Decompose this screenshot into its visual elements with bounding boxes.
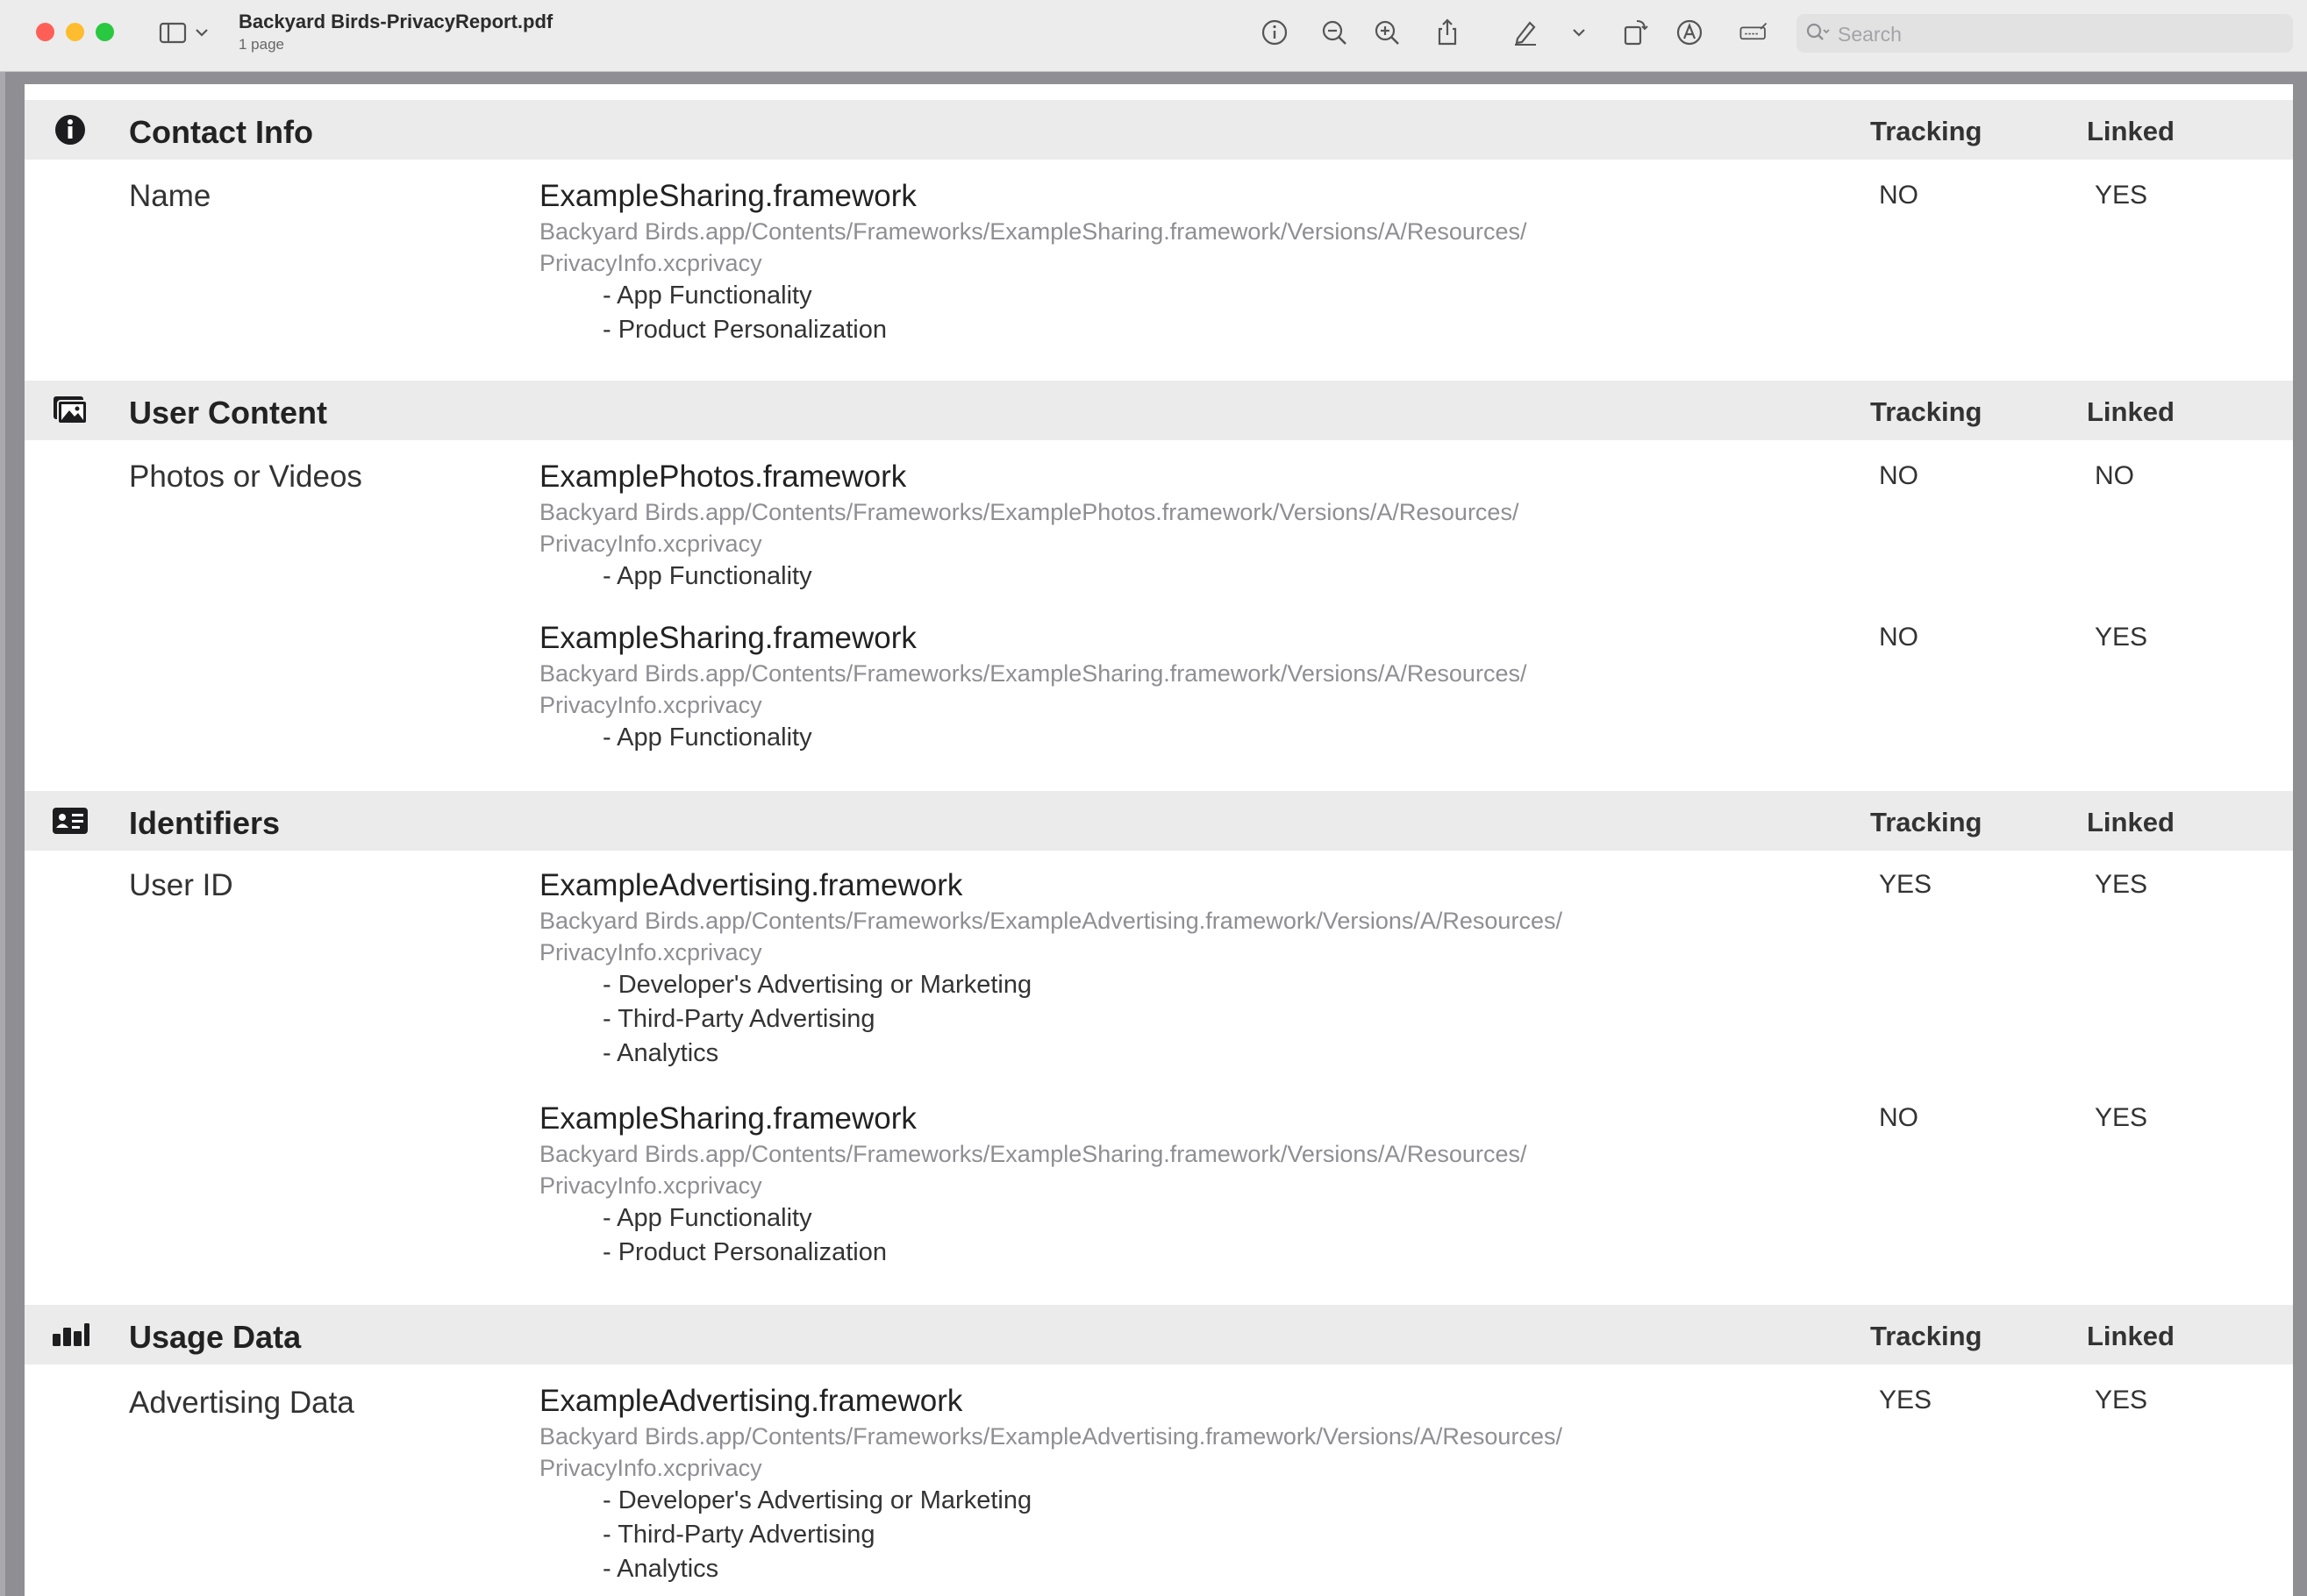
section-header-usage-data (25, 1305, 2293, 1364)
document-title: Backyard Birds-PrivacyReport.pdf (239, 11, 554, 32)
bar-chart-icon (51, 1316, 89, 1353)
purpose-item: - App Functionality (603, 562, 812, 590)
zoom-out-icon[interactable] (1318, 16, 1351, 49)
section-title: Usage Data (129, 1319, 302, 1355)
signature-icon[interactable] (1735, 16, 1772, 49)
framework-path: Backyard Birds.app/Contents/Frameworks/ExampleSharing.framework/Versions/A/Resources/ (539, 660, 1527, 687)
rotate-icon[interactable] (1618, 16, 1652, 49)
framework-path: Backyard Birds.app/Contents/Frameworks/ExampleSharing.framework/Versions/A/Resources/ (539, 218, 1527, 245)
framework-entry (539, 619, 1855, 755)
info-icon[interactable] (1258, 16, 1291, 49)
tracking-column-header: Tracking (1870, 807, 1982, 837)
tracking-value: NO (1879, 1103, 1918, 1132)
data-type-label: Photos or Videos (129, 460, 362, 494)
linked-value: NO (2095, 461, 2134, 490)
pdf-page[interactable] (25, 84, 2293, 1596)
close-window-button[interactable] (36, 23, 54, 41)
linked-column-header: Linked (2087, 807, 2175, 837)
purpose-item: - Developer's Advertising or Marketing (603, 1486, 1032, 1514)
framework-name: ExamplePhotos.framework (539, 460, 907, 494)
section-title: Contact Info (129, 114, 313, 150)
info-circle-icon (51, 111, 89, 148)
section-header-identifiers (25, 791, 2293, 851)
tracking-value: YES (1879, 870, 1932, 899)
framework-path: Backyard Birds.app/Contents/Frameworks/ExamplePhotos.framework/Versions/A/Resources/ (539, 499, 1519, 525)
framework-path: PrivacyInfo.xcprivacy (539, 692, 762, 718)
section-title: Identifiers (129, 805, 281, 841)
framework-path: Backyard Birds.app/Contents/Frameworks/ExampleSharing.framework/Versions/A/Resources/ (539, 1141, 1527, 1167)
framework-entry (539, 866, 1855, 1071)
linked-column-header: Linked (2087, 396, 2175, 427)
linked-value: YES (2095, 1103, 2148, 1132)
share-icon[interactable] (1431, 16, 1464, 49)
framework-path: PrivacyInfo.xcprivacy (539, 1455, 762, 1481)
linked-value: YES (2095, 1386, 2148, 1414)
id-card-icon (51, 802, 89, 839)
zoom-window-button[interactable] (96, 23, 114, 41)
framework-name: ExampleSharing.framework (539, 179, 917, 213)
markup-pen-icon[interactable] (1509, 16, 1542, 49)
annotate-icon[interactable] (1673, 16, 1706, 49)
data-type-label: Name (129, 179, 211, 213)
framework-path: PrivacyInfo.xcprivacy (539, 939, 762, 965)
chevron-down-icon[interactable] (1568, 16, 1589, 49)
purpose-item: - Product Personalization (603, 316, 887, 344)
linked-column-header: Linked (2087, 1321, 2175, 1351)
framework-name: ExampleAdvertising.framework (539, 1384, 963, 1418)
framework-entry (539, 1100, 1855, 1270)
minimize-window-button[interactable] (66, 23, 84, 41)
purpose-item: - App Functionality (603, 1204, 812, 1232)
section-title: User Content (129, 395, 328, 431)
tracking-value: YES (1879, 1386, 1932, 1414)
photos-icon (51, 392, 89, 429)
framework-name: ExampleSharing.framework (539, 1101, 917, 1136)
framework-entry (539, 177, 1855, 347)
data-type-label: User ID (129, 868, 233, 902)
purpose-item: - App Functionality (603, 281, 812, 310)
framework-name: ExampleSharing.framework (539, 621, 917, 655)
framework-path: PrivacyInfo.xcprivacy (539, 531, 762, 557)
framework-entry (539, 1382, 1855, 1586)
zoom-in-icon[interactable] (1370, 16, 1403, 49)
tracking-value: NO (1879, 181, 1918, 210)
tracking-column-header: Tracking (1870, 396, 1982, 427)
framework-path: PrivacyInfo.xcprivacy (539, 250, 762, 276)
window-edge (0, 72, 5, 1596)
purpose-item: - Analytics (603, 1039, 719, 1067)
sidebar-icon[interactable] (156, 16, 189, 49)
framework-path: Backyard Birds.app/Contents/Frameworks/ExampleAdvertising.framework/Versions/A/Resources/ (539, 908, 1562, 934)
tracking-column-header: Tracking (1870, 1321, 1982, 1351)
chevron-down-icon[interactable] (191, 16, 212, 49)
data-type-label: Advertising Data (129, 1386, 354, 1420)
purpose-item: - Developer's Advertising or Marketing (603, 971, 1032, 999)
search-placeholder: Search (1838, 23, 1902, 46)
purpose-item: - Analytics (603, 1555, 719, 1583)
search-field[interactable] (1796, 14, 2293, 53)
linked-value: YES (2095, 181, 2148, 210)
page-count: 1 page (239, 36, 284, 53)
tracking-value: NO (1879, 461, 1918, 490)
title-bar (0, 0, 2307, 72)
tracking-column-header: Tracking (1870, 116, 1982, 146)
search-icon (1803, 19, 1832, 47)
tracking-value: NO (1879, 623, 1918, 652)
section-header-user-content (25, 381, 2293, 440)
linked-value: YES (2095, 623, 2148, 652)
framework-path: PrivacyInfo.xcprivacy (539, 1172, 762, 1199)
framework-path: Backyard Birds.app/Contents/Frameworks/ExampleAdvertising.framework/Versions/A/Resources/ (539, 1423, 1562, 1450)
purpose-item: - Third-Party Advertising (603, 1521, 875, 1549)
section-header-contact-info (25, 100, 2293, 160)
framework-entry (539, 458, 1855, 594)
linked-value: YES (2095, 870, 2148, 899)
purpose-item: - App Functionality (603, 723, 812, 752)
purpose-item: - Product Personalization (603, 1238, 887, 1266)
framework-name: ExampleAdvertising.framework (539, 868, 963, 902)
purpose-item: - Third-Party Advertising (603, 1005, 875, 1033)
linked-column-header: Linked (2087, 116, 2175, 146)
